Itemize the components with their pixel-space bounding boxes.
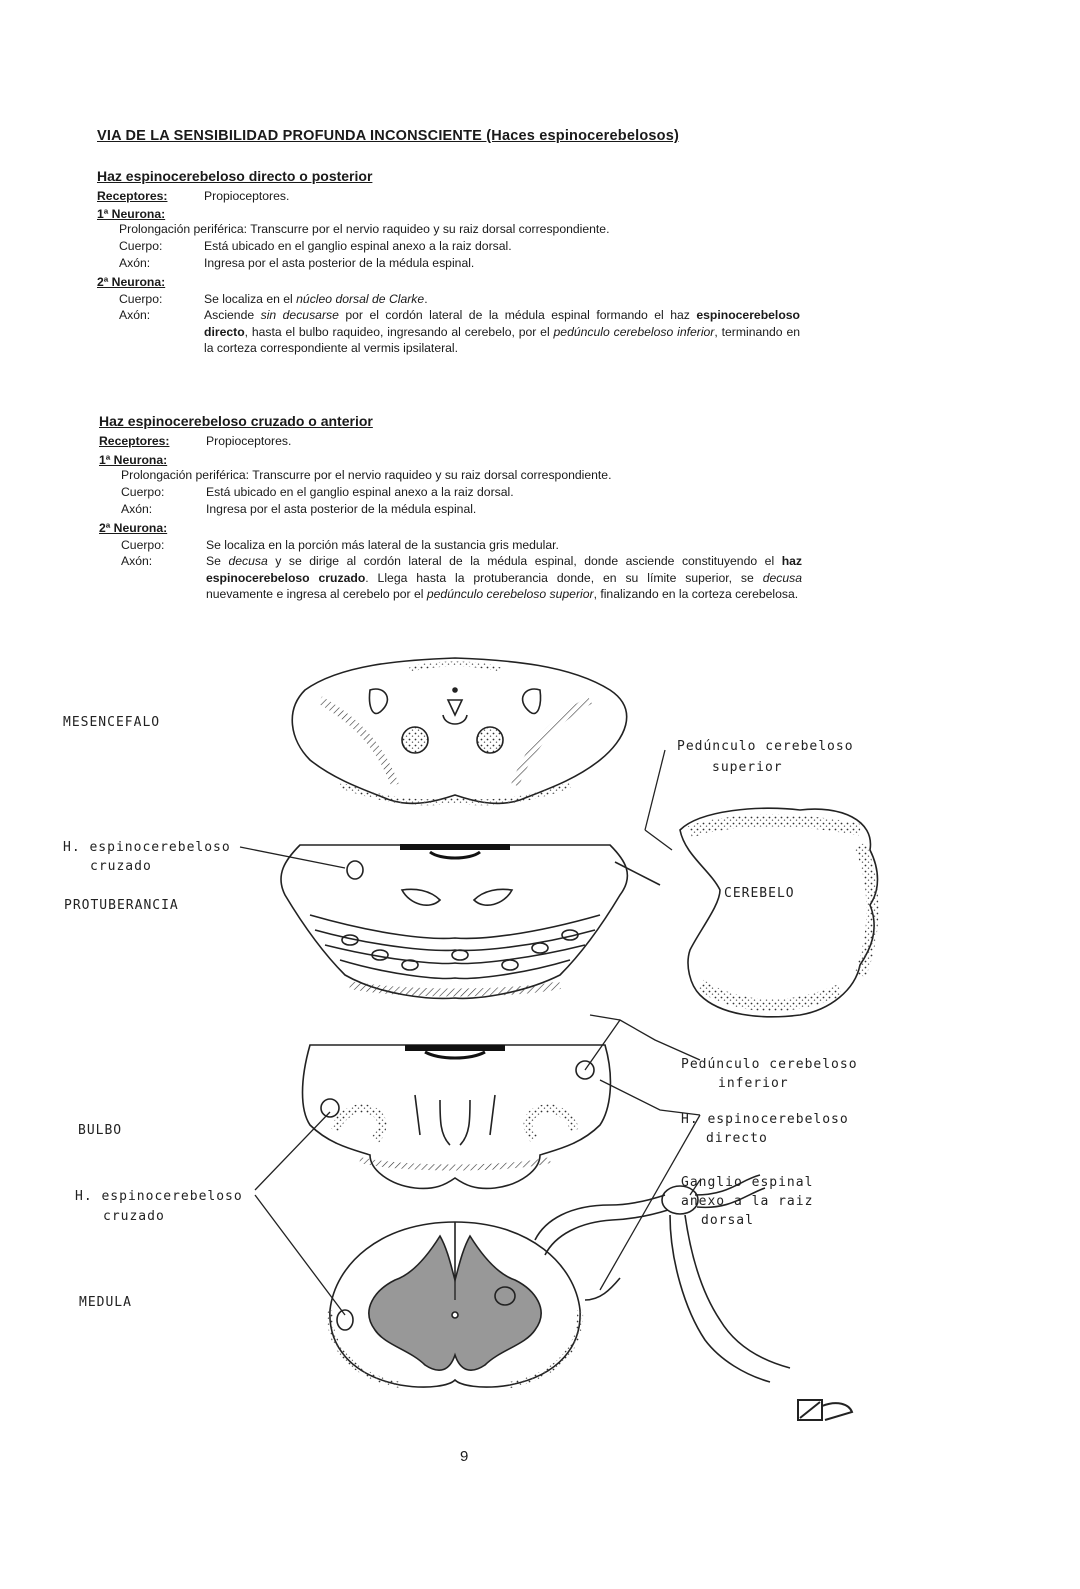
text-run-italic: pedúnculo cerebeloso inferior — [553, 324, 715, 339]
crossed-receptors-label: Receptores: — [99, 434, 170, 448]
direct-neuron1-axon-value: Ingresa por el asta posterior de la médula espinal. — [204, 256, 475, 270]
cerebellum — [680, 808, 878, 1017]
crossed-neuron1-axon-label: Axón: — [121, 502, 153, 516]
label-h-cruzado-lower-1: H. espinocerebeloso — [75, 1189, 243, 1204]
label-mesencefalo: MESENCEFALO — [63, 715, 161, 730]
pons-section — [281, 845, 660, 998]
direct-neuron2-axon-label: Axón: — [119, 308, 151, 322]
direct-receptors-row — [97, 188, 289, 204]
direct-neuron1-axon-label: Axón: — [119, 256, 151, 270]
label-cerebelo: CEREBELO — [724, 886, 795, 901]
text-run-italic: decusa — [762, 570, 802, 585]
direct-neuron2-label: 2ª Neurona: — [97, 275, 166, 289]
spinocerebellar-pathway-diagram — [0, 640, 1080, 1460]
label-bulbo: BULBO — [78, 1123, 123, 1138]
crossed-neuron1-body-label: Cuerpo: — [121, 485, 165, 499]
label-pedunculo-superior-1: Pedúnculo cerebeloso — [677, 739, 854, 754]
crossed-neuron1-label: 1ª Neurona: — [99, 453, 168, 467]
text-run: , terminando en la corteza correspondiente al vermis ipsilateral. — [204, 324, 800, 355]
label-h-directo-2: directo — [706, 1131, 768, 1146]
crossed-receptors-row — [99, 433, 291, 449]
label-ganglio-1: Ganglio espinal — [681, 1175, 814, 1190]
mesencephalon-section — [292, 658, 626, 803]
text-run: , hasta el bulbo raquideo, ingresando al cerebelo, por el — [244, 324, 554, 339]
clarke-nucleus-term: núcleo dorsal de Clarke — [296, 292, 425, 306]
crossed-neuron1-axon-value: Ingresa por el asta posterior de la médula espinal. — [206, 502, 477, 516]
direct-neuron2-axon-text — [204, 307, 800, 357]
label-h-cruzado-upper-2: cruzado — [90, 859, 152, 874]
text-run: Se — [206, 554, 229, 568]
leader-lines — [240, 750, 700, 1315]
text-run: nuevamente e ingresa al cerebelo por el — [206, 587, 427, 601]
crossed-neuron2-body-label: Cuerpo: — [121, 538, 165, 552]
crossed-neuron2-label: 2ª Neurona: — [99, 521, 168, 535]
text-run-italic: sin decusarse — [260, 308, 339, 322]
direct-receptors-value: Propioceptores. — [204, 189, 290, 203]
crossed-neuron1-body-value: Está ubicado en el ganglio espinal anexo a la raiz dorsal. — [206, 485, 514, 499]
label-h-cruzado-upper-1: H. espinocerebeloso — [63, 840, 231, 855]
label-protuberancia: PROTUBERANCIA — [64, 898, 179, 913]
document-title: VIA DE LA SENSIBILIDAD PROFUNDA INCONSCIENTE (Haces espinocerebelosos) — [97, 128, 680, 144]
direct-neuron2-body-end: . — [424, 292, 428, 306]
section-crossed-heading: Haz espinocerebeloso cruzado o anterior — [99, 413, 373, 429]
text-run: . Llega hasta la protuberancia donde, en su límite superior, se — [365, 570, 763, 585]
text-run-italic: decusa — [228, 554, 268, 568]
direct-neuron2-body-label: Cuerpo: — [119, 292, 163, 306]
direct-neuron1-body-label: Cuerpo: — [119, 239, 163, 253]
label-pedunculo-inferior-1: Pedúnculo cerebeloso — [681, 1057, 858, 1072]
direct-neuron2-body — [119, 291, 428, 307]
medulla-oblongata-section — [303, 1045, 611, 1188]
label-h-directo-1: H. espinocerebeloso — [681, 1112, 849, 1127]
direct-neuron1-prolongation: Prolongación periférica: Transcurre por el nervio raquideo y su raiz dorsal correspondiente. — [119, 222, 610, 236]
label-pedunculo-superior-2: superior — [712, 760, 783, 775]
crossed-receptors-value: Propioceptores. — [206, 434, 292, 448]
direct-neuron1-label: 1ª Neurona: — [97, 207, 166, 221]
label-medula: MEDULA — [79, 1295, 132, 1310]
label-ganglio-3: dorsal — [701, 1213, 754, 1228]
direct-neuron1-body — [119, 238, 512, 254]
crossed-neuron2-body-value: Se localiza en la porción más lateral de la sustancia gris medular. — [206, 538, 559, 552]
text-run-bold: espinocerebeloso directo — [204, 308, 800, 339]
text-run: , finalizando en la corteza cerebelosa. — [593, 587, 799, 601]
publisher-logo — [797, 1398, 857, 1424]
label-ganglio-2: anexo a la raiz — [681, 1194, 814, 1209]
page-number: 9 — [460, 1448, 469, 1465]
crossed-neuron2-axon-label: Axón: — [121, 554, 153, 568]
direct-receptors-label: Receptores: — [97, 189, 168, 203]
text-run-italic: pedúnculo cerebeloso superior — [426, 587, 594, 601]
crossed-neuron2-body — [121, 537, 559, 553]
direct-neuron2-body-text: Se localiza en el — [204, 292, 297, 306]
direct-neuron1-body-value: Está ubicado en el ganglio espinal anexo a la raiz dorsal. — [204, 239, 512, 253]
text-run-bold: haz espinocerebeloso cruzado — [206, 554, 803, 585]
text-run: por el cordón lateral de la médula espinal formando el haz — [338, 308, 697, 322]
spinal-cord-section — [330, 1222, 580, 1387]
direct-neuron1-axon — [119, 255, 474, 271]
crossed-neuron1-body — [121, 484, 514, 500]
crossed-neuron1-prolongation: Prolongación periférica: Transcurre por el nervio raquideo y su raiz dorsal correspondiente. — [121, 468, 612, 482]
label-h-cruzado-lower-2: cruzado — [103, 1209, 165, 1224]
text-run: Asciende — [204, 308, 261, 322]
section-direct-heading: Haz espinocerebeloso directo o posterior — [97, 168, 373, 184]
text-run: y se dirige al cordón lateral de la médula espinal, donde asciende constituyendo el — [267, 554, 782, 568]
crossed-neuron2-axon-text — [206, 553, 802, 603]
crossed-neuron1-axon — [121, 501, 476, 517]
label-pedunculo-inferior-2: inferior — [718, 1076, 789, 1091]
